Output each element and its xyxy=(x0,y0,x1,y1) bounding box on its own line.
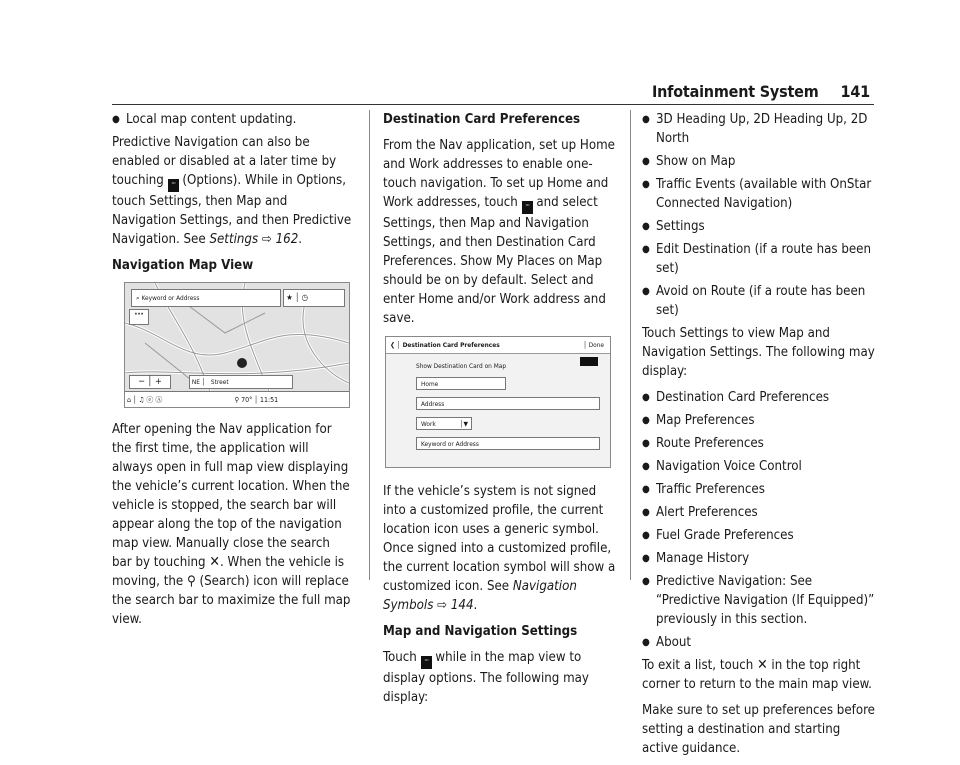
paragraph: Touch ··· while in the map view to display options. The following may display: xyxy=(383,650,589,705)
nav-map-figure xyxy=(124,282,350,408)
paragraph: After opening the Nav application for the first time, the application will always open in full map view displaying the vehicle’s current location. When the vehicle is stopped, the search bar will appear along the top of the navigation map view. Manually close the search bar by touching ✕. When the vehicle is moving, the ⚲ (Search) icon will replace the search bar to maximize the full map view. xyxy=(112,422,351,627)
list-item: ● Traffic Events (available with OnStar Connected Navigation) xyxy=(642,177,872,211)
search-icon: ⚲ xyxy=(186,574,196,589)
vehicle-location-icon xyxy=(237,358,247,368)
work-select[interactable]: Work │▼ xyxy=(416,417,472,430)
list-item: ● Manage History xyxy=(642,551,750,566)
list-item: ● Edit Destination (if a route has been set) xyxy=(642,242,871,276)
list-item: ● Destination Card Preferences xyxy=(642,390,830,405)
settings-list xyxy=(642,388,878,652)
xref-page[interactable]: 144 xyxy=(450,598,474,613)
close-icon: ✕ xyxy=(757,657,768,673)
paragraph: From the Nav application, set up Home and Work addresses to enable one-touch navigation. To set up Home and Work addresses, touch ··· and select Settings, then Map and Navigation Settings, and then Destination Card Preferences. Show My Places on Map should be on by default. Select and enter Home and/or Work address and save. xyxy=(383,138,615,326)
home-field[interactable]: Home xyxy=(416,377,506,390)
list-item: ● Map Preferences xyxy=(642,413,755,428)
list-item: ● Settings xyxy=(642,219,705,234)
page-header xyxy=(590,82,870,101)
xref[interactable]: Navigation Symbols xyxy=(383,579,577,613)
section-heading: Destination Card Preferences xyxy=(383,112,581,127)
options-icon: ··· xyxy=(522,201,533,214)
list-item: ● Fuel Grade Preferences xyxy=(642,528,794,543)
page-number: 141 xyxy=(840,82,870,101)
paragraph: Make sure to set up preferences before setting a destination and starting active guidance. xyxy=(642,703,875,756)
list-item: ● Show on Map xyxy=(642,154,736,169)
favorites-recents[interactable]: ★ │ ◷ xyxy=(283,289,345,307)
destination-card-figure xyxy=(385,336,611,468)
list-item: ● Navigation Voice Control xyxy=(642,459,802,474)
section-heading: Navigation Map View xyxy=(112,258,254,273)
list-item: ● Traffic Preferences xyxy=(642,482,765,497)
column-divider xyxy=(369,110,370,580)
xref[interactable]: Settings xyxy=(209,232,259,247)
section-heading: Map and Navigation Settings xyxy=(383,624,578,639)
column-2 xyxy=(383,110,619,714)
status-bar: ⌂ │ ♫ ⓔ Ⓐ ⚲ 70° │ 11:51 xyxy=(125,391,349,408)
compass-street: NE │ Street xyxy=(189,375,293,389)
options-icon: ··· xyxy=(421,656,432,669)
search-bar[interactable]: ⌕ Keyword or Address xyxy=(131,289,281,307)
address-field[interactable]: Address xyxy=(416,397,600,410)
options-button[interactable]: ··· xyxy=(129,309,149,325)
list-item: ● About xyxy=(642,635,692,650)
xref-page[interactable]: 162 xyxy=(275,232,299,247)
header-rule xyxy=(112,104,874,105)
header-title: Infotainment System xyxy=(651,82,819,101)
list-item: ● Route Preferences xyxy=(642,436,764,451)
keyword-field[interactable]: Keyword or Address xyxy=(416,437,600,450)
paragraph: Touch Settings to view Map and Navigation Settings. The following may display: xyxy=(642,326,875,379)
column-divider xyxy=(630,110,631,580)
show-card-toggle[interactable]: Show Destination Card on Map xyxy=(416,357,506,376)
column-3 xyxy=(642,110,878,765)
list-item: ● Predictive Navigation: See “Predictive Navigation (If Equipped)” previously in this section. xyxy=(642,574,875,627)
options-list xyxy=(642,110,878,320)
paragraph: To exit a list, touch ✕ in the top right corner to return to the main map view. xyxy=(642,657,872,692)
options-icon: ··· xyxy=(168,179,179,192)
list-item: ● Avoid on Route (if a route has been set) xyxy=(642,284,866,318)
list-item: ● Local map content updating. xyxy=(112,112,297,127)
close-icon: ✕ xyxy=(209,554,220,570)
paragraph: If the vehicle’s system is not signed into a customized profile, the current location icon uses a generic symbol. Once signed into a customized profile, the current location symbol will show a customized icon. See Navigation Symbols ⇨ 144. xyxy=(383,484,616,613)
list-item: ● 3D Heading Up, 2D Heading Up, 2D North xyxy=(642,112,868,146)
fig-titlebar: ❮ │ Destination Card Preferences │ Done xyxy=(386,337,610,354)
column-1 xyxy=(112,110,352,636)
list-item: ● Alert Preferences xyxy=(642,505,758,520)
zoom-control[interactable]: − │ + xyxy=(129,375,171,389)
bullet-icon: ● xyxy=(112,114,120,125)
paragraph: Predictive Navigation can also be enabled or disabled at a later time by touching ··· (Options). While in Options, touch Settings, then Map and Navigation Settings, and then Predictive Navigation. See Settings ⇨ 162. xyxy=(112,135,352,247)
